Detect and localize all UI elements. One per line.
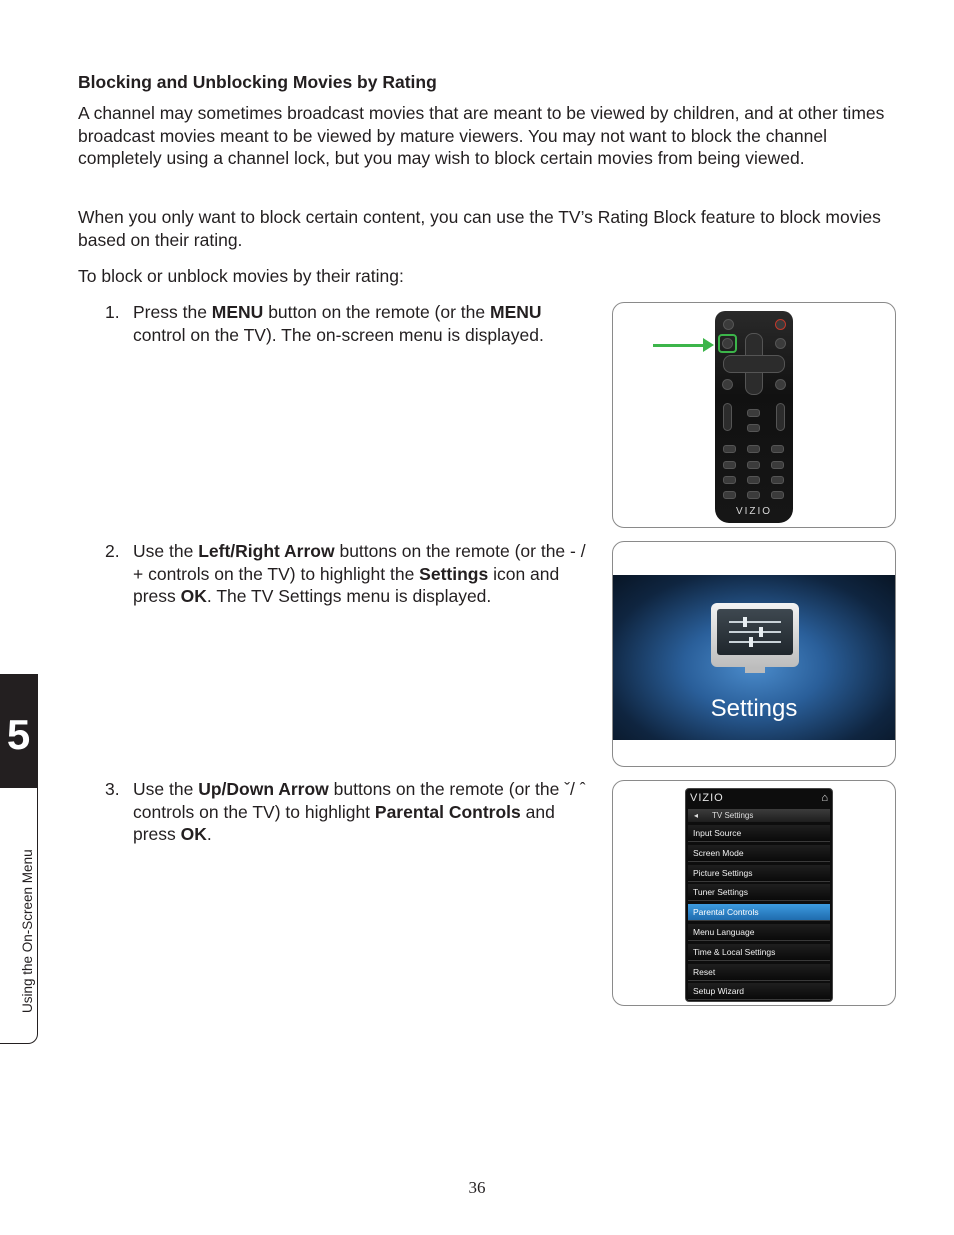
step-number: 2.	[105, 541, 120, 561]
tv-menu-item: Tuner Settings	[688, 884, 830, 901]
input-button-icon	[723, 319, 734, 330]
settings-figure	[612, 541, 896, 767]
remote-control-image	[715, 311, 793, 523]
number-key-icon	[747, 476, 760, 484]
tv-menu-item: Time & Local Settings	[688, 944, 830, 961]
step-number: 1.	[105, 302, 120, 322]
chapter-title: Using the On-Screen Menu	[20, 849, 35, 1013]
tv-menu-brand: VIZIO	[690, 792, 724, 804]
tv-settings-menu-image	[685, 788, 833, 1002]
number-key-icon	[747, 445, 760, 453]
channel-rocker-icon	[776, 403, 785, 431]
tv-menu-item: Reset	[688, 964, 830, 981]
tv-menu-item: Picture Settings	[688, 865, 830, 882]
number-key-icon	[747, 461, 760, 469]
remote-figure	[612, 302, 896, 528]
back-button-icon	[775, 338, 786, 349]
exit-button-icon	[775, 379, 786, 390]
tv-menu-item: Menu Language	[688, 924, 830, 941]
intro-paragraph: A channel may sometimes broadcast movies that are meant to be viewed by children, and at other times broadcast movies meant to be viewed by mature viewers. You may not want to block the channel completely using a channel lock, but you may wish to block certain movies from being viewed.	[78, 103, 885, 168]
settings-icon-label: Settings	[710, 695, 798, 722]
last-button-icon	[747, 424, 760, 432]
section-heading: Blocking and Unblocking Movies by Rating	[78, 72, 437, 92]
menu-highlight-ring	[718, 334, 737, 353]
volume-rocker-icon	[723, 403, 732, 431]
number-key-icon	[747, 491, 760, 499]
tv-menu-list	[688, 825, 830, 1003]
step-number: 3.	[105, 779, 120, 799]
power-button-icon	[775, 319, 786, 330]
pointer-arrow-icon	[703, 338, 714, 352]
page-number: 36	[468, 1178, 486, 1197]
settings-monitor-icon	[711, 603, 799, 667]
pointer-arrow-line	[653, 344, 705, 347]
chapter-number: 5	[0, 675, 37, 788]
step-text: Use the Left/Right Arrow buttons on the remote (or the - / + controls on the TV) to highlight the Settings icon and press OK. The TV Settings menu is displayed.	[133, 541, 586, 606]
number-key-icon	[771, 461, 784, 469]
home-icon: ⌂	[821, 792, 828, 804]
number-key-icon	[723, 461, 736, 469]
tv-menu-item: Input Source	[688, 825, 830, 842]
rating-block-paragraph: When you only want to block certain content, you can use the TV’s Rating Block feature to block movies based on their rating.	[78, 207, 881, 250]
settings-screen-image	[613, 575, 895, 740]
remote-brand-logo: VIZIO	[735, 506, 773, 517]
number-key-icon	[723, 476, 736, 484]
guide-button-icon	[722, 379, 733, 390]
tv-menu-item: Parental Controls	[688, 904, 830, 921]
step-text: Use the Up/Down Arrow buttons on the remote (or the ˇ/ ˆ controls on the TV) to highlight Parental Controls and press OK.	[133, 779, 586, 844]
instructions-lead: To block or unblock movies by their rating:	[78, 266, 404, 286]
number-key-icon	[771, 476, 784, 484]
input-key-icon	[723, 491, 736, 499]
number-key-icon	[723, 445, 736, 453]
tv-menu-item: Screen Mode	[688, 845, 830, 862]
tv-menu-item: Setup Wizard	[688, 983, 830, 1000]
step-text: Press the MENU button on the remote (or the MENU control on the TV). The on-screen menu is displayed.	[133, 302, 544, 345]
tv-menu-header	[688, 809, 830, 822]
tv-settings-figure	[612, 780, 896, 1006]
number-key-icon	[771, 445, 784, 453]
mute-button-icon	[747, 409, 760, 417]
back-arrow-icon: ◂	[694, 811, 699, 820]
dash-key-icon	[771, 491, 784, 499]
dpad-horizontal-icon	[723, 355, 785, 373]
chapter-tab	[0, 674, 38, 1044]
tv-menu-title: TV Settings	[712, 811, 754, 820]
